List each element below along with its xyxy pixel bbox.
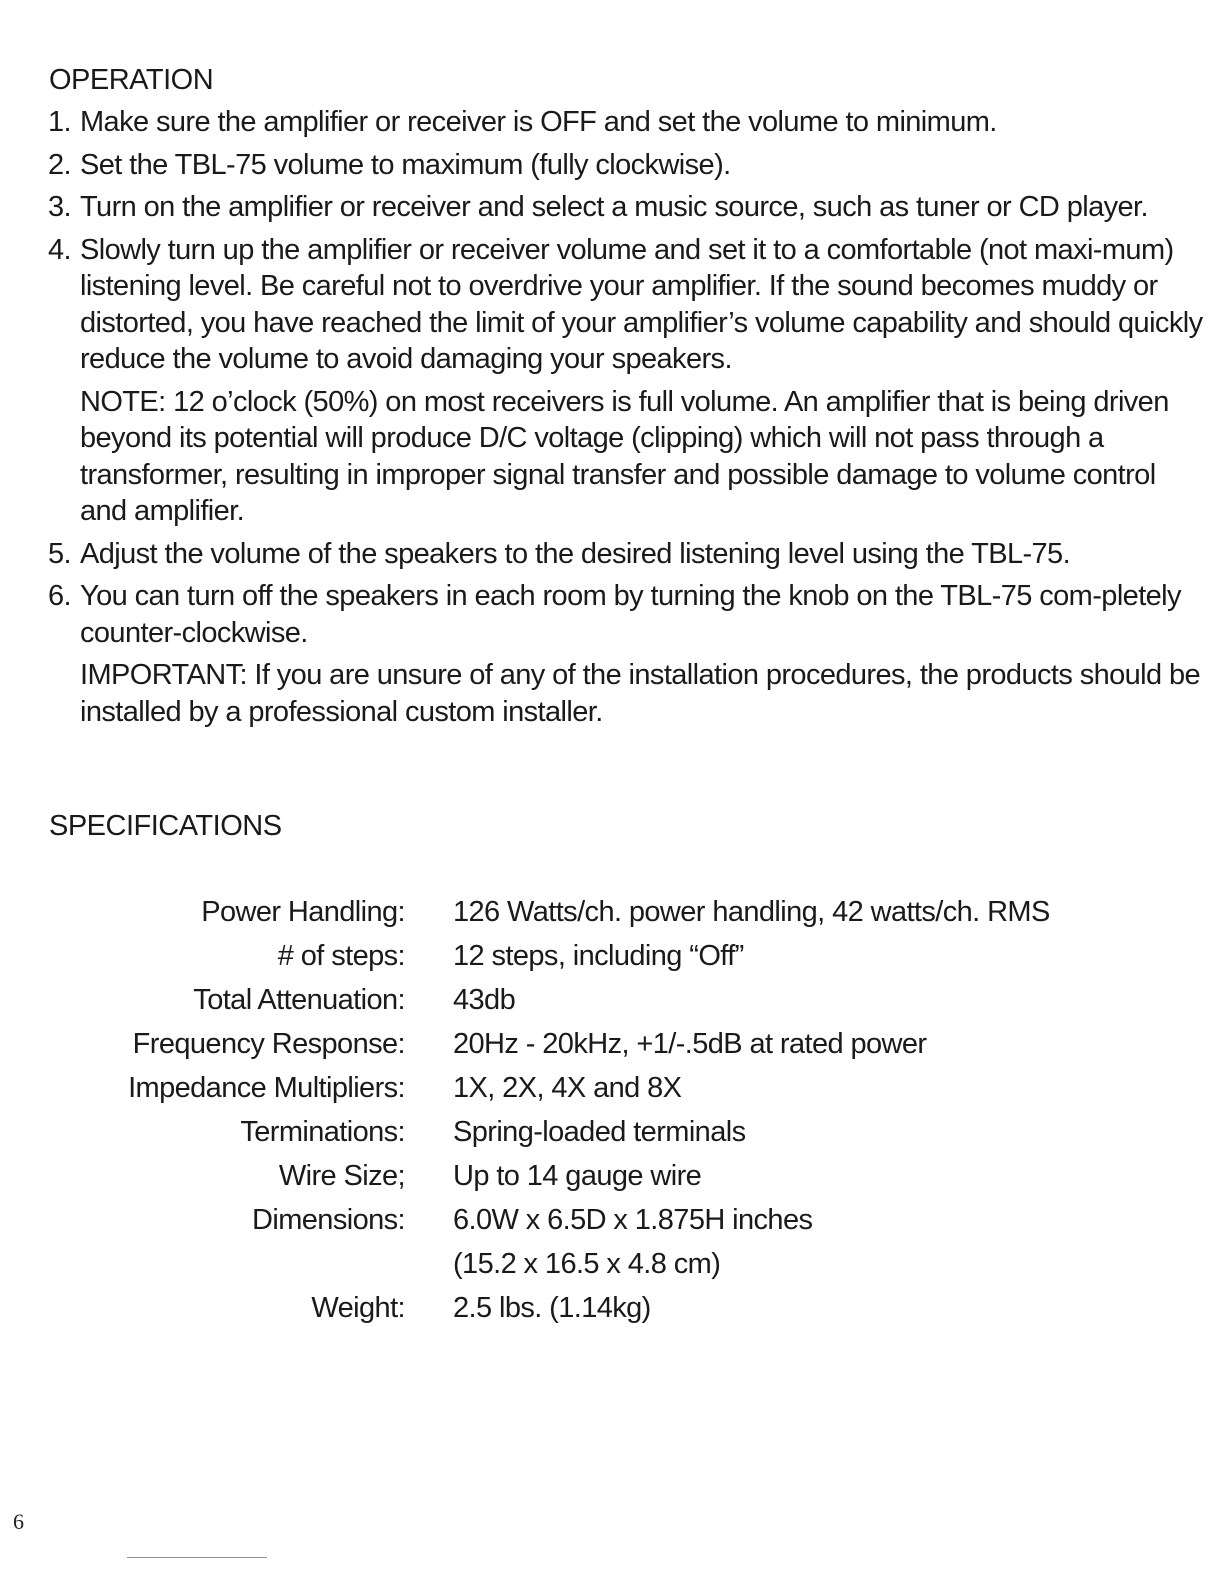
step-5 [48, 536, 1208, 573]
step-body [80, 232, 1208, 530]
spec-row-impedance-multipliers [0, 1070, 1224, 1114]
step-body [80, 536, 1208, 573]
step-body [80, 147, 1208, 184]
step-2 [48, 147, 1208, 184]
step-3 [48, 189, 1208, 226]
spec-value: 43db [453, 984, 516, 1016]
spec-row-terminations [0, 1114, 1224, 1158]
step-number: 6. [48, 580, 71, 612]
spec-row-frequency-response [0, 1026, 1224, 1070]
spec-label: Total Attenuation: [193, 984, 405, 1016]
spec-value: Up to 14 gauge wire [453, 1160, 702, 1192]
spec-label: Power Handling: [201, 896, 405, 928]
specifications-heading: SPECIFICATIONS [49, 810, 282, 842]
footer-rule [127, 1557, 267, 1558]
spec-value: 12 steps, including “Off” [453, 940, 744, 972]
step-note: NOTE: 12 o’clock (50%) on most receivers is full volume. An amplifier that is being driven beyond its potential will produce D/C voltage (clipping) which will not pass through a transformer, resulting in improper signal transfer and possible damage to volume control and amplifier. [80, 385, 1169, 527]
step-body [80, 189, 1208, 226]
step-body [80, 104, 1208, 141]
step-text: Make sure the amplifier or receiver is OFF and set the volume to minimum. [80, 106, 997, 138]
spec-value-imperial: 6.0W x 6.5D x 1.875H inches [453, 1204, 813, 1236]
step-number: 3. [48, 191, 71, 223]
step-text: Adjust the volume of the speakers to the desired listening level using the TBL-75. [80, 537, 1071, 570]
important-note: IMPORTANT: If you are unsure of any of the installation procedures, the products should be installed by a professional custom installer. [80, 659, 1201, 728]
step-6 [48, 578, 1208, 730]
operation-steps-list [48, 104, 1208, 736]
step-number: 2. [48, 148, 71, 181]
step-text: Turn on the amplifier or receiver and select a music source, such as tuner or CD player. [80, 191, 1148, 223]
spec-label: Wire Size; [278, 1160, 405, 1192]
spec-value: 126 Watts/ch. power handling, 42 watts/ch. RMS [453, 896, 1050, 928]
spec-label: Frequency Response: [132, 1028, 405, 1060]
step-4 [48, 232, 1208, 530]
operation-heading: OPERATION [49, 64, 214, 96]
spec-row-steps [0, 938, 1224, 982]
spec-label: Dimensions: [252, 1204, 405, 1236]
spec-value: 20Hz - 20kHz, +1/-.5dB at rated power [453, 1028, 927, 1060]
spec-value: Spring-loaded terminals [453, 1116, 746, 1148]
spec-value [453, 1198, 812, 1290]
spec-row-total-attenuation [0, 982, 1224, 1026]
spec-row-wire-size [0, 1158, 1224, 1202]
spec-value: 1X, 2X, 4X and 8X [453, 1072, 682, 1104]
step-text: You can turn off the speakers in each room by turning the knob on the TBL-75 com-pletely counter-clockwise. [80, 580, 1181, 649]
spec-label: Impedance Multipliers: [128, 1072, 405, 1104]
spec-label: Weight: [311, 1292, 405, 1324]
spec-value-metric: (15.2 x 16.5 x 4.8 cm) [453, 1248, 721, 1280]
spec-label: # of steps: [277, 940, 405, 972]
spec-value: 2.5 lbs. (1.14kg) [453, 1292, 651, 1324]
spec-row-power-handling [0, 894, 1224, 938]
page-number: 6 [13, 1509, 24, 1534]
spec-label: Terminations: [240, 1116, 405, 1148]
step-text: Set the TBL-75 volume to maximum (fully clockwise). [80, 148, 731, 181]
step-1 [48, 104, 1208, 141]
step-number: 1. [48, 106, 71, 138]
step-text: Slowly turn up the amplifier or receiver volume and set it to a comfortable (not maxi-mum) listening level. Be careful not to overdrive your amplifier. If the sound becomes muddy or distorted, you have reached the limit of your amplifier’s volume capability and should quickly reduce the volume to avoid damaging your speakers. [80, 233, 1203, 375]
spec-row-weight [0, 1290, 1224, 1334]
step-number: 5. [48, 537, 71, 570]
step-body [80, 578, 1208, 730]
spec-row-dimensions [0, 1202, 1224, 1290]
step-number: 4. [48, 233, 71, 266]
specifications-table [0, 894, 1224, 1334]
